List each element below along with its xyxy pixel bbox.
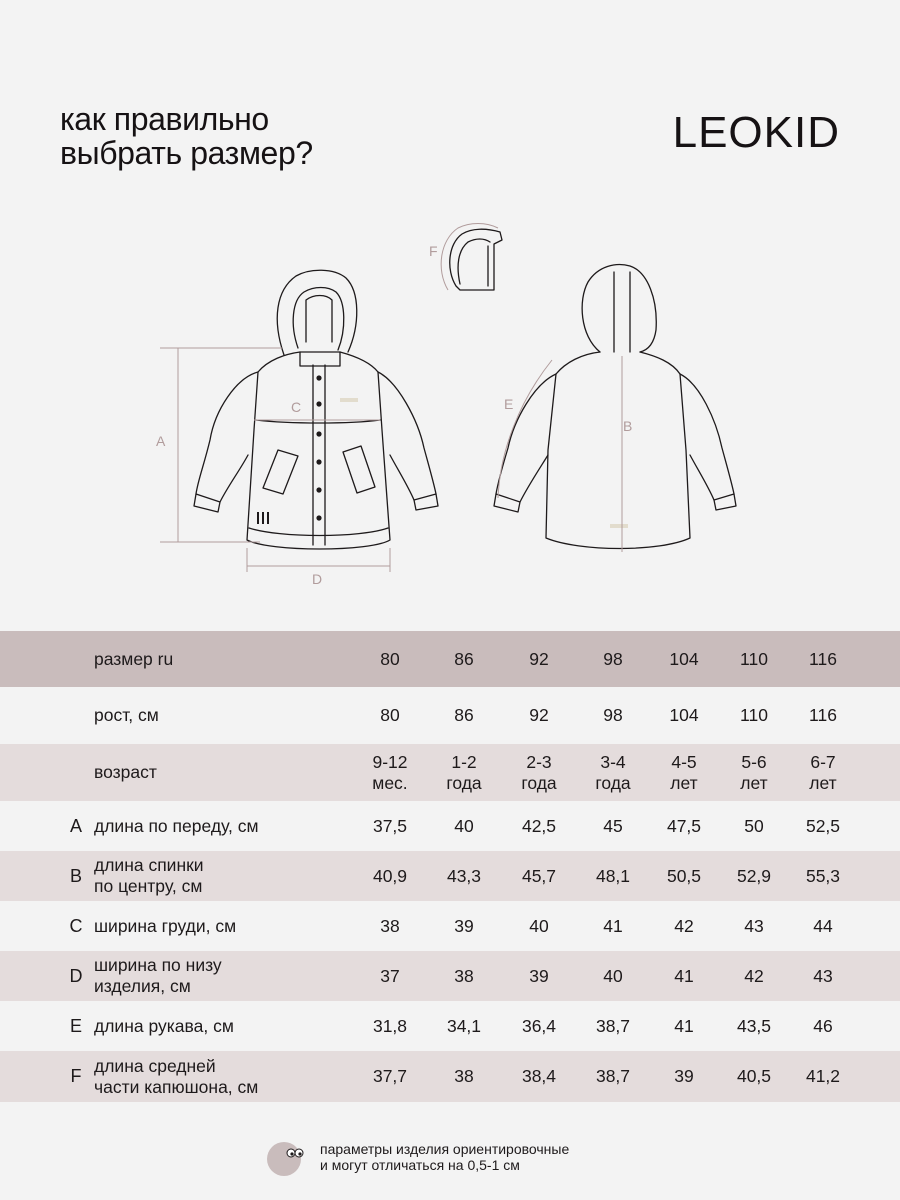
table-cell — [788, 752, 858, 794]
table-cell-line: 1-2 — [451, 751, 477, 772]
table-cell-line: лет — [809, 772, 837, 793]
label-f: F — [429, 243, 438, 259]
table-cell: 45 — [603, 815, 623, 836]
table-cell: 110 — [740, 648, 768, 669]
table-row — [0, 851, 900, 901]
table-cell: 38,4 — [521, 1066, 557, 1086]
table-cell: 46 — [813, 1015, 833, 1036]
table-cell: 40 — [603, 965, 623, 986]
row-label — [94, 1016, 234, 1037]
table-cell: 40 — [454, 815, 474, 836]
row-label-line: рост, см — [94, 705, 159, 725]
table-cell-line: года — [446, 772, 482, 793]
table-cell-line: 9-12 — [372, 751, 408, 772]
footnote — [320, 1141, 569, 1173]
table-cell: 43 — [744, 915, 764, 936]
table-cell: 38,7 — [595, 1015, 631, 1036]
table-cell-line: 2-3 — [526, 751, 552, 772]
table-cell-line: мес. — [372, 772, 408, 793]
table-cell-line: 5-6 — [741, 751, 767, 772]
table-cell: 40,5 — [736, 1066, 772, 1086]
table-cell: 92 — [529, 648, 549, 669]
row-label-line: возраст — [94, 762, 157, 782]
label-a: A — [156, 433, 166, 449]
table-cell: 50 — [744, 815, 764, 836]
table-cell: 41 — [674, 965, 694, 986]
table-cell: 31,8 — [372, 1015, 408, 1036]
row-label-line: длина средней — [94, 1055, 216, 1076]
table-cell: 80 — [380, 705, 400, 725]
row-label-line: ширина по низу — [94, 955, 222, 975]
row-letter: D — [69, 965, 83, 986]
table-cell: 40 — [529, 915, 549, 936]
table-cell: 37,5 — [372, 815, 408, 836]
table-cell: 39 — [529, 965, 549, 986]
table-cell: 116 — [809, 705, 837, 725]
table-cell: 116 — [809, 648, 837, 669]
footnote-line-2: и могут отличаться на 0,5-1 см — [320, 1157, 520, 1173]
table-row — [0, 951, 900, 1001]
row-label — [94, 855, 204, 897]
brand-logo: LEOKID — [672, 108, 840, 157]
jacket-front-drawing — [194, 270, 438, 549]
table-cell-line: года — [521, 772, 557, 793]
table-cell: 92 — [529, 705, 549, 725]
table-cell — [429, 752, 499, 794]
table-cell: 52,5 — [805, 815, 841, 836]
table-cell-line: лет — [740, 772, 768, 793]
label-c: C — [291, 399, 302, 415]
jacket-measurement-illustration — [0, 210, 900, 600]
table-cell: 98 — [603, 705, 623, 725]
table-cell-line: 6-7 — [810, 751, 836, 772]
table-cell: 86 — [454, 705, 474, 725]
label-b: B — [623, 418, 633, 434]
table-cell: 36,4 — [521, 1015, 557, 1036]
table-cell-line: 4-5 — [671, 751, 697, 772]
footnote-line-1: параметры изделия ориентировочные — [320, 1141, 570, 1157]
table-cell: 98 — [603, 648, 623, 669]
table-row — [0, 744, 900, 801]
table-cell: 50,5 — [666, 865, 702, 886]
table-cell — [355, 752, 425, 794]
table-cell: 38 — [454, 965, 474, 986]
table-row — [0, 631, 900, 687]
row-label — [94, 649, 173, 670]
table-cell: 40,9 — [372, 865, 408, 886]
row-letter: A — [69, 815, 82, 836]
table-cell: 86 — [454, 648, 474, 669]
table-row — [0, 801, 900, 851]
table-cell: 42,5 — [521, 815, 557, 836]
measurement-lines — [160, 224, 622, 573]
table-row — [0, 901, 900, 951]
table-row — [0, 1001, 900, 1051]
mascot-icon — [266, 1139, 306, 1179]
table-cell: 104 — [669, 705, 699, 725]
table-cell: 37 — [380, 965, 400, 986]
row-label — [94, 916, 236, 937]
table-cell: 41 — [674, 1015, 694, 1036]
table-cell: 41,2 — [805, 1066, 841, 1086]
row-label — [94, 816, 259, 837]
title-line-1: как правильно — [60, 101, 269, 137]
table-cell: 47,5 — [666, 815, 702, 836]
row-label-line: размер ru — [94, 648, 174, 669]
row-label — [94, 955, 222, 997]
table-cell-line: лет — [670, 772, 698, 793]
title-line-2: выбрать размер? — [60, 135, 313, 171]
table-cell: 52,9 — [736, 865, 772, 886]
row-label-line: длина по переду, см — [94, 815, 259, 836]
row-label-line: ширина груди, см — [94, 915, 237, 936]
table-cell: 104 — [669, 648, 699, 669]
table-row — [0, 687, 900, 744]
page-title — [60, 102, 313, 170]
table-cell — [504, 752, 574, 794]
measure-line-e — [498, 360, 552, 498]
row-label — [94, 762, 157, 783]
table-cell: 55,3 — [805, 865, 841, 886]
table-cell: 38 — [454, 1066, 474, 1086]
row-letter: B — [69, 865, 82, 886]
table-cell-line: 3-4 — [600, 751, 626, 772]
table-cell: 42 — [744, 965, 764, 986]
table-row — [0, 1051, 900, 1102]
measurement-labels — [156, 243, 632, 587]
row-label — [94, 1056, 258, 1098]
table-cell: 48,1 — [595, 865, 631, 886]
label-e: E — [504, 396, 514, 412]
row-label — [94, 705, 159, 726]
table-cell: 44 — [813, 915, 833, 936]
row-letter: C — [69, 915, 83, 936]
table-cell: 80 — [380, 648, 400, 669]
hood-drawing — [450, 229, 502, 290]
row-label-line: изделия, см — [94, 976, 191, 996]
table-cell-line: года — [595, 772, 631, 793]
row-label-line: части капюшона, см — [94, 1076, 259, 1097]
label-d: D — [312, 571, 323, 587]
table-cell — [578, 752, 648, 794]
table-cell: 45,7 — [521, 865, 557, 886]
table-cell — [649, 752, 719, 794]
table-cell: 39 — [674, 1066, 694, 1086]
table-cell: 43,5 — [736, 1015, 772, 1036]
size-table — [0, 631, 900, 1102]
row-label-line: по центру, см — [94, 876, 203, 896]
table-cell: 38 — [380, 915, 400, 936]
table-cell: 34,1 — [446, 1015, 482, 1036]
table-cell — [719, 752, 789, 794]
row-label-line: длина спинки — [94, 855, 204, 875]
table-cell: 39 — [454, 915, 474, 936]
table-cell: 42 — [674, 915, 694, 936]
table-cell: 37,7 — [372, 1066, 408, 1086]
row-letter: F — [70, 1066, 82, 1086]
table-cell: 41 — [603, 915, 623, 936]
jacket-back-drawing — [494, 265, 736, 549]
jacket-front-buttons — [257, 375, 322, 524]
table-cell: 43 — [813, 965, 833, 986]
row-label-line: длина рукава, см — [94, 1015, 234, 1036]
row-letter: E — [69, 1015, 82, 1036]
table-cell: 38,7 — [595, 1066, 631, 1086]
table-cell: 110 — [740, 705, 768, 725]
table-cell: 43,3 — [446, 865, 482, 886]
